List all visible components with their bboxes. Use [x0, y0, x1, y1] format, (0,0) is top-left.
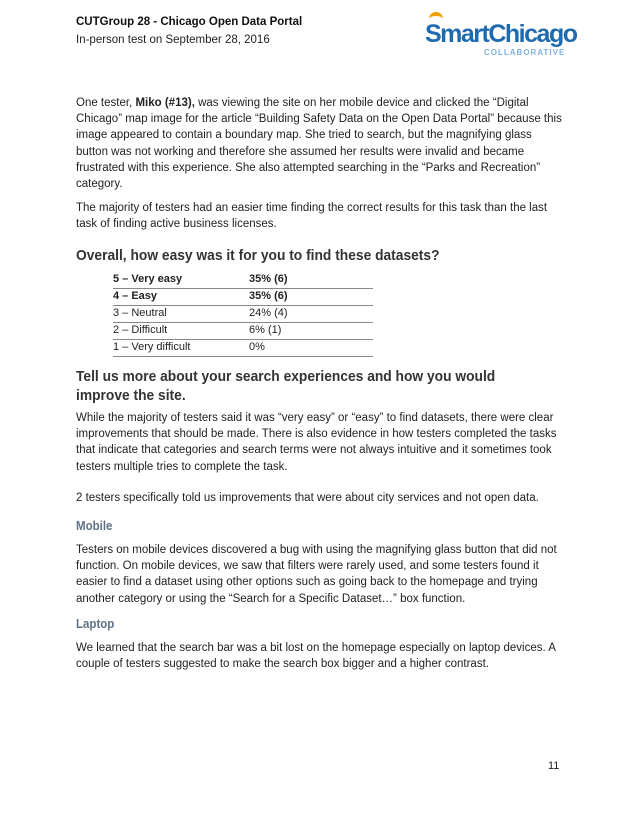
rating-value: 35% (6): [249, 290, 288, 302]
rating-row: [113, 289, 373, 306]
logo-tagline: COLLABORATIVE: [484, 48, 566, 57]
page-number: 11: [548, 760, 560, 772]
intro-text-after: was viewing the site on her mobile device and clicked the “Digital Chicago” map image for the article “Building Safety Data on the Open Data Portal” because this image appeared to contain a boundary map. She tried to search, but the magnifying glass button was not working and therefore she assumed her results were invalid and became frustrated with this experience. She also attempted searching in the “Parks and Recreation” category.: [76, 97, 562, 191]
rating-row: [113, 340, 373, 357]
rating-label: 3 – Neutral: [113, 307, 167, 319]
intro-paragraph-2: The majority of testers had an easier time finding the correct results for this task than the last task of finding active business licenses.: [76, 202, 548, 231]
logo-wordmark: SmartChicago: [425, 20, 577, 48]
question2-paragraph-1: While the majority of testers said it was “very easy” or “easy” to find datasets, there were clear improvements that should be made. There is also evidence in how testers completed the tasks that indicate that categories and search terms were not always intuitive and it sometimes took testers multiple tries to complete the task.: [76, 412, 557, 473]
header-subtitle: In-person test on September 28, 2016: [76, 34, 270, 46]
rating-value: 35% (6): [249, 273, 288, 285]
ratings-table: [113, 272, 373, 357]
rating-row: [113, 306, 373, 323]
tester-name: Miko (#13),: [135, 97, 195, 109]
mobile-paragraph: Testers on mobile devices discovered a bug with using the magnifying glass button that did not function. On mobile devices, we saw that filters were rarely used, and some testers found it easier to find a dataset using other options such as going back to the homepage and trying another category or using the “Search for a Specific Dataset…” box function.: [76, 544, 557, 605]
question2-paragraph-2: 2 testers specifically told us improvements that were about city services and not open data.: [76, 492, 539, 504]
laptop-heading: Laptop: [76, 617, 115, 631]
rating-label: 1 – Very difficult: [113, 341, 191, 353]
header-title: CUTGroup 28 - Chicago Open Data Portal: [76, 16, 303, 28]
mobile-heading: Mobile: [76, 519, 113, 533]
rating-row: [113, 323, 373, 340]
rating-value: 24% (4): [249, 307, 288, 319]
smart-chicago-logo: [425, 20, 577, 66]
intro-paragraph-1: [76, 95, 566, 192]
rating-label: 2 – Difficult: [113, 324, 168, 336]
rating-value: 0%: [249, 341, 265, 353]
rating-value: 6% (1): [249, 324, 282, 336]
rating-label: 4 – Easy: [113, 290, 158, 302]
question2-heading: Tell us more about your search experiences and how you would improve the site.: [76, 368, 496, 404]
intro-text-before: One tester,: [76, 97, 136, 109]
laptop-paragraph: We learned that the search bar was a bit lost on the homepage especially on laptop devices. A couple of testers suggested to make the search box bigger and a higher contrast.: [76, 642, 556, 671]
question1-heading: Overall, how easy was it for you to find these datasets?: [76, 247, 440, 264]
rating-label: 5 – Very easy: [113, 273, 183, 285]
rating-row: [113, 272, 373, 289]
